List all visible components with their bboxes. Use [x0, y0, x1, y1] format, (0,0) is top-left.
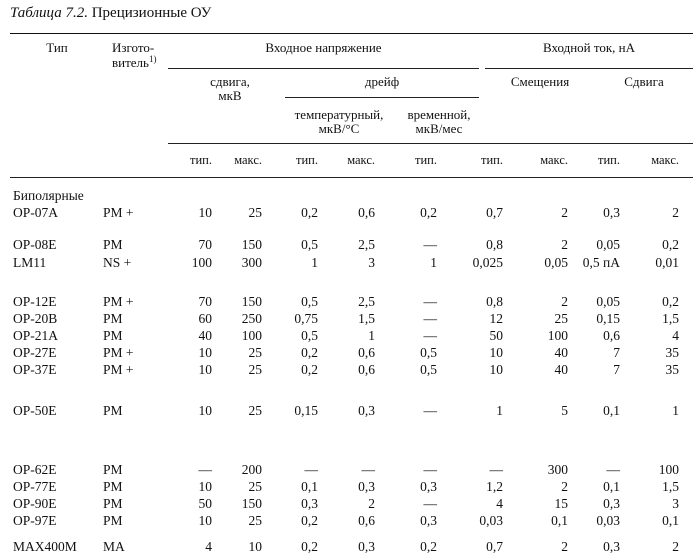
section-label: Биполярные — [13, 188, 84, 203]
temp-drift-header-line2: мкВ/°С — [318, 121, 360, 136]
value-cell: 300 — [241, 255, 262, 270]
value-cell: 4 — [672, 328, 679, 343]
value-cell: 4 — [205, 539, 212, 554]
value-cell: 0,2 — [301, 539, 318, 554]
value-cell: 0,05 — [596, 294, 620, 309]
value-cell: 0,3 — [420, 513, 437, 528]
value-cell: 250 — [241, 311, 262, 326]
value-cell: 2 — [561, 539, 568, 554]
value-cell: 150 — [241, 496, 262, 511]
value-cell: 15 — [554, 496, 568, 511]
subheader-cell: макс. — [651, 153, 679, 167]
value-cell: 70 — [198, 237, 212, 252]
value-cell: — — [361, 462, 375, 477]
value-cell: 0,3 — [358, 539, 375, 554]
manufacturer: PM + — [103, 294, 134, 309]
value-cell: — — [304, 462, 318, 477]
value-cell: 2 — [561, 205, 568, 220]
value-cell: 40 — [554, 362, 568, 377]
value-cell: 0,5 — [301, 294, 318, 309]
part-name: OP-77E — [13, 479, 57, 494]
value-cell: 0,5 — [301, 328, 318, 343]
subheader-rule — [168, 143, 693, 144]
manufacturer: PM — [103, 479, 123, 494]
value-cell: 1 — [672, 403, 679, 418]
input-current-header: Входной ток, нА — [542, 40, 636, 55]
caption-label: Таблица 7.2. — [10, 5, 88, 21]
offset-header-line1: сдвига, — [210, 74, 250, 89]
value-cell: 2 — [368, 496, 375, 511]
value-cell: 10 — [198, 205, 212, 220]
value-cell: 10 — [248, 539, 262, 554]
value-cell: 0,5 — [420, 362, 437, 377]
value-cell: — — [489, 462, 503, 477]
part-name: LM11 — [13, 255, 47, 270]
part-name: OP-08E — [13, 237, 57, 252]
value-cell: 0,3 — [603, 539, 620, 554]
manufacturer: PM + — [103, 205, 134, 220]
value-cell: 0,2 — [662, 294, 679, 309]
value-cell: 1,2 — [486, 479, 503, 494]
part-name: OP-21A — [13, 328, 59, 343]
offset-header-line2: мкВ — [218, 88, 242, 103]
value-cell: 7 — [613, 345, 620, 360]
value-cell: 0,2 — [420, 539, 437, 554]
value-cell: 40 — [198, 328, 212, 343]
header-bottom-rule — [10, 177, 693, 178]
table-caption — [10, 6, 211, 21]
value-cell: 2 — [672, 539, 679, 554]
value-cell: 0,2 — [301, 205, 318, 220]
col-type-header: Тип — [46, 40, 68, 55]
value-cell: 0,3 — [358, 403, 375, 418]
part-name: OP-07A — [13, 205, 59, 220]
value-cell: 4 — [496, 496, 503, 511]
value-cell: — — [423, 462, 437, 477]
manufacturer: PM — [103, 496, 123, 511]
value-cell: 3 — [672, 496, 679, 511]
value-cell: 0,05 — [544, 255, 568, 270]
value-cell: 100 — [191, 255, 212, 270]
value-cell: 25 — [554, 311, 568, 326]
drift-header: дрейф — [364, 74, 400, 89]
value-cell: 25 — [248, 205, 262, 220]
drift-group-rule — [285, 97, 479, 98]
value-cell: 0,2 — [301, 513, 318, 528]
value-cell: 0,05 — [596, 237, 620, 252]
value-cell: 0,5 пА — [582, 255, 620, 270]
value-cell: 0,6 — [358, 205, 375, 220]
value-cell: — — [423, 294, 437, 309]
value-cell: 0,1 — [662, 513, 679, 528]
part-name: OP-12E — [13, 294, 57, 309]
value-cell: 2 — [561, 237, 568, 252]
shift-header: Сдвига — [624, 74, 664, 89]
value-cell: 25 — [248, 513, 262, 528]
value-cell: — — [423, 496, 437, 511]
value-cell: 0,01 — [655, 255, 679, 270]
value-cell: 100 — [658, 462, 679, 477]
value-cell: 0,3 — [603, 496, 620, 511]
subheader-cell: тип. — [190, 153, 212, 167]
value-cell: 1 — [496, 403, 503, 418]
value-cell: 50 — [489, 328, 503, 343]
manufacturer: PM — [103, 462, 123, 477]
value-cell: — — [198, 462, 212, 477]
value-cell: 10 — [489, 345, 503, 360]
value-cell: 0,1 — [603, 403, 620, 418]
part-name: MAX400M — [13, 539, 77, 554]
part-name: OP-20B — [13, 311, 58, 326]
value-cell: — — [606, 462, 620, 477]
part-name: OP-90E — [13, 496, 57, 511]
value-cell: 10 — [198, 479, 212, 494]
value-cell: 3 — [368, 255, 375, 270]
value-cell: 300 — [547, 462, 568, 477]
input-voltage-header: Входное напряжение — [265, 40, 382, 55]
manufacturer: PM — [103, 328, 123, 343]
part-name: OP-50E — [13, 403, 57, 418]
value-cell: 25 — [248, 403, 262, 418]
value-cell: — — [423, 403, 437, 418]
value-cell: 0,2 — [662, 237, 679, 252]
value-cell: 0,7 — [486, 539, 503, 554]
value-cell: 0,75 — [294, 311, 318, 326]
value-cell: 0,8 — [486, 294, 503, 309]
value-cell: 0,3 — [420, 479, 437, 494]
maker-header-text: витель — [112, 55, 149, 70]
value-cell: 0,15 — [596, 311, 620, 326]
current-group-rule — [485, 68, 693, 69]
value-cell: 0,7 — [486, 205, 503, 220]
manufacturer: PM — [103, 513, 123, 528]
value-cell: 2 — [561, 479, 568, 494]
value-cell: 1 — [368, 328, 375, 343]
col-maker-header-line1: Изгото- — [112, 40, 155, 55]
value-cell: 0,1 — [551, 513, 568, 528]
part-name: OP-62E — [13, 462, 57, 477]
value-cell: 10 — [198, 513, 212, 528]
value-cell: 0,2 — [301, 362, 318, 377]
subheader-cell: тип. — [481, 153, 503, 167]
value-cell: 35 — [665, 362, 679, 377]
value-cell: 2 — [672, 205, 679, 220]
value-cell: 0,6 — [358, 345, 375, 360]
value-cell: 0,03 — [596, 513, 620, 528]
value-cell: 0,6 — [603, 328, 620, 343]
subheader-cell: тип. — [598, 153, 620, 167]
value-cell: 0,1 — [301, 479, 318, 494]
time-drift-header-line1: временной, — [407, 107, 471, 122]
value-cell: 12 — [489, 311, 503, 326]
value-cell: 25 — [248, 362, 262, 377]
value-cell: 70 — [198, 294, 212, 309]
subheader-cell: тип. — [415, 153, 437, 167]
subheader-cell: тип. — [296, 153, 318, 167]
value-cell: 0,15 — [294, 403, 318, 418]
value-cell: 1,5 — [358, 311, 375, 326]
value-cell: 0,6 — [358, 513, 375, 528]
manufacturer: PM + — [103, 362, 134, 377]
value-cell: 0,5 — [301, 237, 318, 252]
subheader-cell: макс. — [347, 153, 375, 167]
value-cell: 10 — [489, 362, 503, 377]
value-cell: 0,2 — [301, 345, 318, 360]
part-name: OP-27E — [13, 345, 57, 360]
value-cell: 100 — [241, 328, 262, 343]
value-cell: 0,03 — [479, 513, 503, 528]
value-cell: 10 — [198, 403, 212, 418]
value-cell: 150 — [241, 237, 262, 252]
top-rule — [10, 33, 693, 34]
caption-title: Прецизионные ОУ — [91, 5, 212, 21]
value-cell: 1 — [311, 255, 318, 270]
value-cell: 0,8 — [486, 237, 503, 252]
value-cell: 2,5 — [358, 237, 375, 252]
bias-header: Смещения — [510, 74, 570, 89]
value-cell: — — [423, 328, 437, 343]
value-cell: 2,5 — [358, 294, 375, 309]
value-cell: 7 — [613, 362, 620, 377]
value-cell: 150 — [241, 294, 262, 309]
manufacturer: MA — [103, 539, 125, 554]
value-cell: 0,2 — [420, 205, 437, 220]
manufacturer: PM + — [103, 345, 134, 360]
value-cell: 0,5 — [420, 345, 437, 360]
value-cell: 200 — [241, 462, 262, 477]
time-drift-header-line2: мкВ/мес — [415, 121, 463, 136]
value-cell: 0,3 — [301, 496, 318, 511]
subheader-cell: макс. — [234, 153, 262, 167]
value-cell: 1,5 — [662, 311, 679, 326]
voltage-group-rule — [168, 68, 479, 69]
value-cell: 0,3 — [358, 479, 375, 494]
value-cell: 100 — [547, 328, 568, 343]
part-name: OP-97E — [13, 513, 57, 528]
value-cell: 35 — [665, 345, 679, 360]
value-cell: 10 — [198, 345, 212, 360]
manufacturer: PM — [103, 311, 123, 326]
footnote-marker: 1) — [148, 54, 157, 64]
value-cell: — — [423, 311, 437, 326]
manufacturer: NS + — [103, 255, 132, 270]
value-cell: 60 — [198, 311, 212, 326]
temp-drift-header-line1: температурный, — [294, 107, 384, 122]
value-cell: — — [423, 237, 437, 252]
manufacturer: PM — [103, 403, 123, 418]
value-cell: 0,1 — [603, 479, 620, 494]
value-cell: 0,025 — [472, 255, 503, 270]
value-cell: 50 — [198, 496, 212, 511]
value-cell: 0,3 — [603, 205, 620, 220]
manufacturer: PM — [103, 237, 123, 252]
value-cell: 25 — [248, 345, 262, 360]
value-cell: 0,6 — [358, 362, 375, 377]
value-cell: 5 — [561, 403, 568, 418]
value-cell: 40 — [554, 345, 568, 360]
value-cell: 25 — [248, 479, 262, 494]
value-cell: 1 — [430, 255, 437, 270]
value-cell: 1,5 — [662, 479, 679, 494]
subheader-cell: макс. — [540, 153, 568, 167]
value-cell: 10 — [198, 362, 212, 377]
col-maker-header-line2 — [112, 56, 156, 69]
part-name: OP-37E — [13, 362, 57, 377]
value-cell: 2 — [561, 294, 568, 309]
